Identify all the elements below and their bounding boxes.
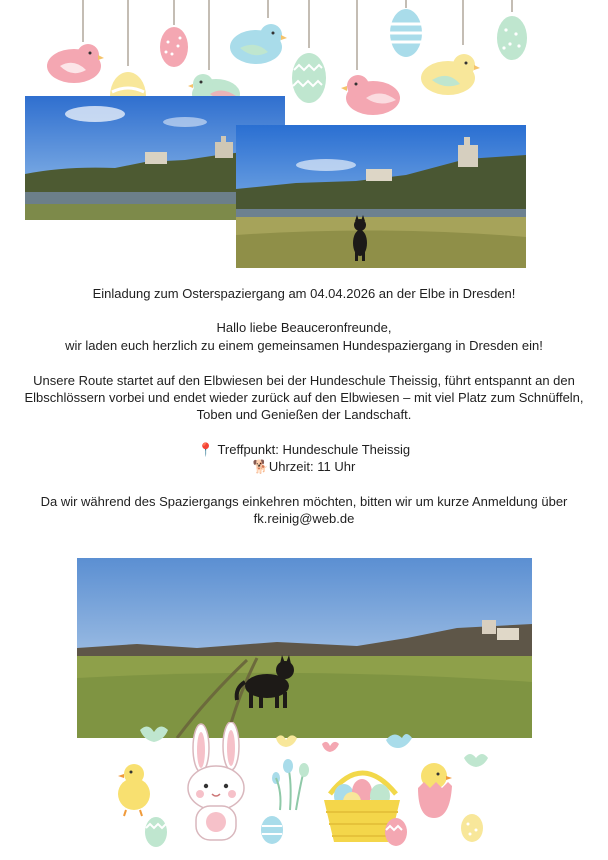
bird-icon — [421, 54, 480, 95]
egg-icon — [390, 9, 422, 57]
route-line-3: Toben und Genießen der Landschaft. — [196, 407, 412, 422]
bird-icon — [230, 24, 287, 64]
flower-icon — [272, 759, 309, 810]
route-line-1: Unsere Route startet auf den Elbwiesen bei der Hundeschule Theissig, führt entspannt an den — [33, 373, 575, 388]
photo-elbe-dog-meadow — [236, 125, 526, 268]
dog-icon: 🐕 — [252, 459, 269, 474]
meeting-time-text: Uhrzeit: 11 Uhr — [268, 459, 356, 474]
location-pin-icon: 📍 — [197, 442, 215, 457]
egg-icon — [385, 818, 407, 846]
greeting-line-1: Hallo liebe Beauceronfreunde, — [216, 320, 392, 335]
egg-icon — [145, 817, 167, 847]
bird-icon — [341, 75, 400, 115]
egg-icon — [292, 53, 326, 103]
meeting-point-text: Treffpunkt: Hundeschule Theissig — [217, 442, 411, 457]
photo-dog-wide-meadow — [77, 558, 532, 738]
egg-icon — [461, 814, 483, 842]
signup-line-1: Da wir während des Spaziergangs einkehren möchten, bitten wir um kurze Anmeldung über — [40, 494, 568, 509]
chick-in-egg-icon — [418, 763, 452, 818]
egg-icon — [261, 816, 283, 844]
butterfly-icon — [464, 754, 488, 767]
butterfly-icon — [386, 734, 412, 748]
greeting-line-2: wir laden euch herzlich zu einem gemeinsamen Hundespaziergang in Dresden ein! — [65, 338, 543, 353]
meeting-point — [0, 441, 608, 458]
meeting-time — [0, 458, 608, 475]
signup-email[interactable]: fk.reinig@web.de — [253, 511, 355, 526]
bird-icon — [47, 44, 104, 83]
butterfly-icon — [140, 726, 168, 742]
bottom-decorations — [0, 722, 608, 860]
route-line-2: Elbschlössern vorbei und endet wieder zurück auf den Elbwiesen – mit viel Platz zum Schnüffeln, — [24, 390, 584, 405]
egg-icon — [497, 16, 527, 60]
butterfly-icon — [322, 742, 339, 752]
chick-icon — [118, 764, 150, 816]
invitation-headline: Einladung zum Osterspaziergang am 04.04.2026 an der Elbe in Dresden! — [92, 286, 516, 301]
butterfly-icon — [276, 735, 297, 747]
bunny-icon — [188, 722, 244, 840]
egg-icon — [160, 27, 188, 67]
